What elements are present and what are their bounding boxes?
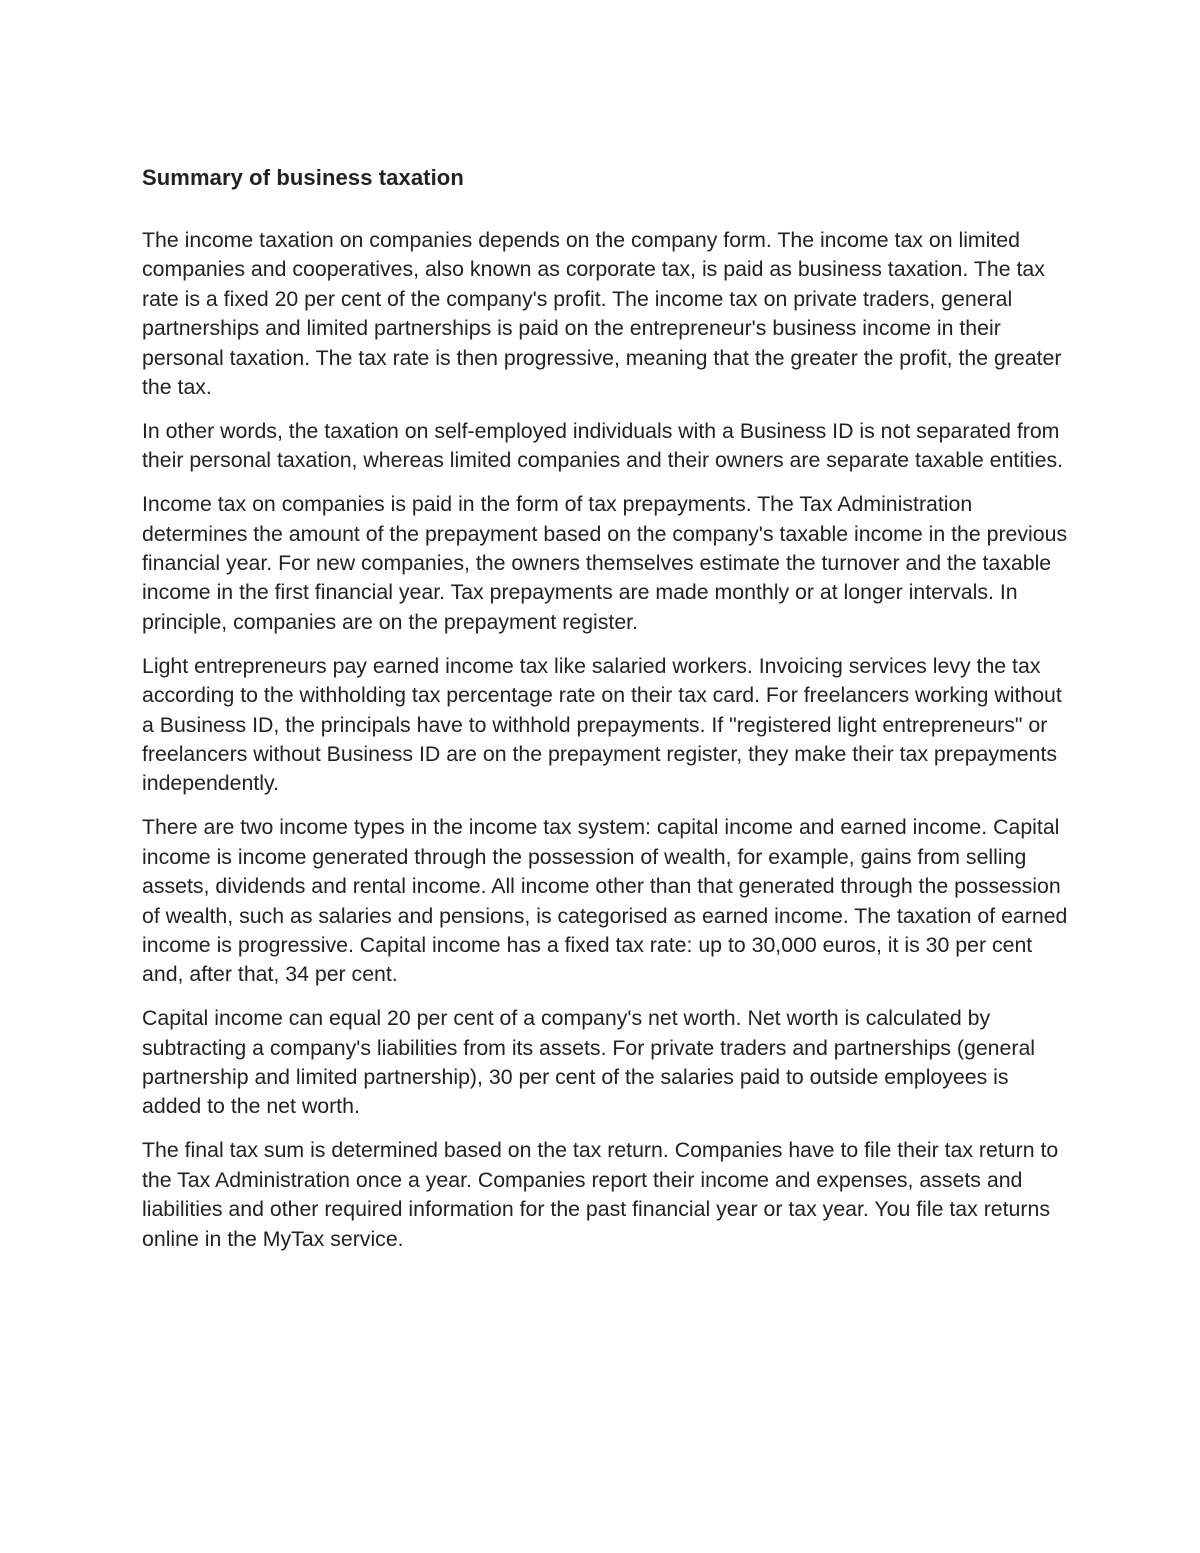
paragraph-income-types: There are two income types in the income tax system: capital income and earned income. Capital income is income generated through the possession of wealth, for example, gains from selling assets, dividends and rental income. All income other than that generated through the possession of wealth, such as salaries and pensions, is categorised as earned income. The taxation of earned income is progressive. Capital income has a fixed tax rate: up to 30,000 euros, it is 30 per cent and, after that, 34 per cent. — [142, 815, 1068, 987]
paragraph-tax-return: The final tax sum is determined based on the tax return. Companies have to file their tax return to the Tax Administration once a year. Companies report their income and expenses, assets and liabilities and other required information for the past financial year or tax year. You file tax returns online in the MyTax service. — [142, 1138, 1059, 1251]
paragraph-light-entrepreneurs: Light entrepreneurs pay earned income tax like salaried workers. Invoicing services levy the tax according to the withholding tax percentage rate on their tax card. For freelancers working without a Business ID, the principals have to withhold prepayments. If "registered light entrepreneurs" or freelancers without Business ID are on the prepayment register, they make their tax prepayments independently. — [142, 653, 1062, 796]
paragraph-tax-prepayments: Income tax on companies is paid in the form of tax prepayments. The Tax Administration determines the amount of the prepayment based on the company's taxable income in the previous financial year. For new companies, the owners themselves estimate the turnover and the taxable income in the first financial year. Tax prepayments are made monthly or at longer intervals. In principle, companies are on the prepayment register. — [142, 492, 1068, 634]
document-title: Summary of business taxation — [142, 165, 464, 190]
paragraph-separate-entities: In other words, the taxation on self-employed individuals with a Business ID is not separated from their personal taxation, whereas limited companies and their owners are separate taxable entities. — [142, 418, 1064, 473]
paragraph-company-form: The income taxation on companies depends on the company form. The income tax on limited companies and cooperatives, also known as corporate tax, is paid as business taxation. The tax rate is a fixed 20 per cent of the company's profit. The income tax on private traders, general partnerships and limited partnerships is paid on the entrepreneur's business income in their personal taxation. The tax rate is then progressive, meaning that the greater the profit, the greater the tax. — [142, 228, 1062, 400]
paragraph-net-worth: Capital income can equal 20 per cent of a company's net worth. Net worth is calculated by subtracting a company's liabilities from its assets. For private traders and partnerships (general partnership and limited partnership), 30 per cent of the salaries paid to outside employees is added to the net worth. — [142, 1006, 1036, 1119]
document-body — [142, 160, 1072, 1269]
